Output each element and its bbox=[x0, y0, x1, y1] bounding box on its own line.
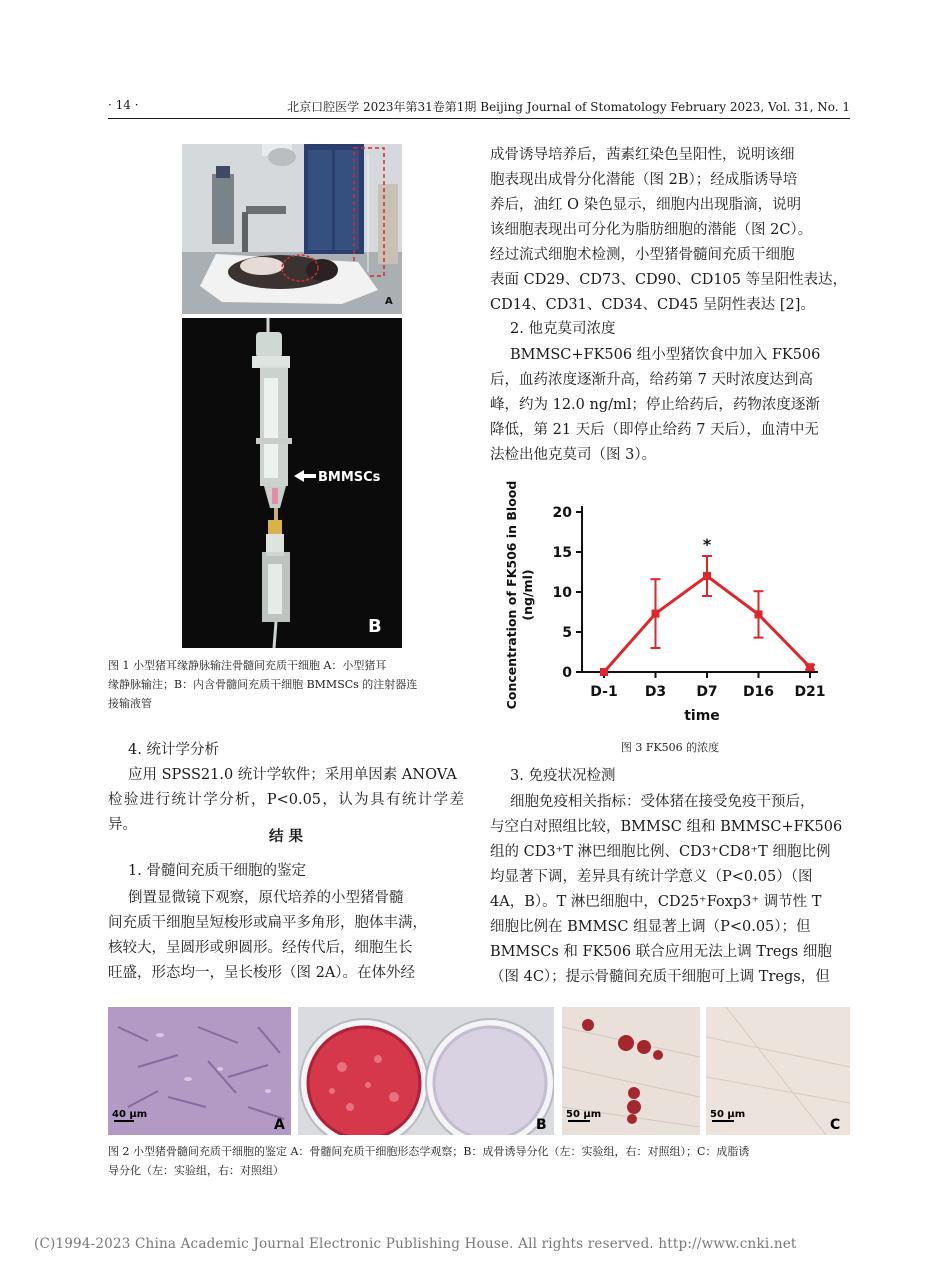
y-tick-label: 15 bbox=[552, 545, 572, 561]
figure1-panel-a bbox=[182, 144, 402, 314]
chart-marks bbox=[600, 535, 815, 676]
text-line: 核较大，呈圆形或卵圆形。经传代后，细胞生长 bbox=[108, 940, 413, 956]
text-line: （图 4C）；提示骨髓间充质干细胞可上调 Tregs，但 bbox=[490, 969, 830, 985]
alizarin-red-staining-wells bbox=[298, 1007, 554, 1135]
text-line: 4A，B）。T 淋巴细胞中，CD25⁺Foxp3⁺ 调节性 T bbox=[490, 894, 822, 910]
text-line: 旺盛，形态均一，呈长梭形（图 2A）。在体外经 bbox=[108, 965, 416, 981]
figure2-caption bbox=[108, 1142, 853, 1180]
scale-bar-c1: 50 μm bbox=[566, 1109, 602, 1120]
oil-red-o-staining-control bbox=[706, 1007, 850, 1135]
text-line: 细胞比例在 BMMSC 组显著上调（P<0.05）；但 bbox=[490, 919, 811, 935]
fk506-concentration-chart bbox=[500, 474, 830, 730]
figure1-label-a: A bbox=[385, 296, 393, 307]
text-line: BMMSCs 和 FK506 联合应用无法上调 Tregs 细胞 bbox=[490, 944, 832, 960]
x-tick-label: D-1 bbox=[590, 684, 618, 700]
data-point bbox=[806, 663, 814, 671]
sub1-heading: 1. 骨髓间充质干细胞的鉴定 bbox=[128, 863, 306, 879]
sub2-heading: 2. 他克莫司浓度 bbox=[510, 321, 616, 337]
y-tick-label: 0 bbox=[562, 665, 572, 681]
x-axis-label: time bbox=[684, 708, 720, 724]
figure1-caption-line: 缘静脉输注；B：内含骨髓间充质干细胞 BMMSCs 的注射器连 bbox=[108, 678, 418, 691]
figure2-panel-c-experimental bbox=[562, 1007, 700, 1135]
data-point bbox=[652, 610, 660, 618]
text-line: 峰，约为 12.0 ng/ml；停止给药后，药物浓度逐渐 bbox=[490, 397, 820, 413]
text-line: 胞表现出成骨分化潜能（图 2B）；经成脂诱导培 bbox=[490, 172, 798, 188]
text-line: 倒置显微镜下观察，原代培养的小型猪骨髓 bbox=[128, 890, 404, 906]
x-tick-label: D21 bbox=[794, 684, 826, 700]
text-line: 经过流式细胞术检测，小型猪骨髓间充质干细胞 bbox=[490, 247, 795, 263]
y-tick-label: 5 bbox=[562, 625, 572, 641]
results-heading: 结 果 bbox=[268, 828, 304, 845]
figure3-caption: 图 3 FK506 的浓度 bbox=[620, 741, 720, 754]
text-line: 后，血药浓度逐渐升高，给药第 7 天时浓度达到高 bbox=[490, 372, 813, 388]
data-point bbox=[600, 668, 608, 676]
copyright-footer: (C)1994-2023 China Academic Journal Electronic Publishing House. All rights reserved. http://www.cnki.net bbox=[34, 1236, 797, 1252]
cell-morphology-micrograph bbox=[108, 1007, 291, 1135]
right-para1 bbox=[490, 143, 850, 318]
figure1-photo-b bbox=[182, 318, 402, 648]
figure1-caption-line: 接输液管 bbox=[108, 697, 152, 710]
text-line: 组的 CD3⁺T 淋巴细胞比例、CD3⁺CD8⁺T 细胞比例 bbox=[490, 844, 831, 860]
figure2-panel-c-control bbox=[706, 1007, 850, 1135]
figure2-panel-a bbox=[108, 1007, 291, 1135]
text-line: 表面 CD29、CD73、CD90、CD105 等呈阳性表达， bbox=[490, 272, 848, 288]
y-tick-label: 10 bbox=[552, 585, 572, 601]
x-tick-label: D3 bbox=[644, 684, 667, 700]
data-point bbox=[703, 572, 711, 580]
journal-info: 北京口腔医学 2023年第31卷第1期 Beijing Journal of Stomatology February 2023, Vol. 31, No. 1 bbox=[287, 100, 850, 114]
figure2-label-b: B bbox=[536, 1117, 547, 1133]
sub3-paragraph bbox=[490, 790, 850, 990]
text-line: 成骨诱导培养后，茜素红染色呈阳性，说明该细 bbox=[490, 147, 795, 163]
figure2-label-a: A bbox=[274, 1117, 285, 1133]
significance-marker: * bbox=[702, 535, 712, 554]
y-axis-unit-label: (ng/ml) bbox=[520, 569, 535, 621]
chart-axes bbox=[553, 505, 826, 700]
figure1-photo-a bbox=[182, 144, 402, 314]
sub3-heading: 3. 免疫状况检测 bbox=[510, 768, 616, 784]
text-line: 法检出他克莫司（图 3）。 bbox=[490, 447, 657, 463]
text-line: CD14、CD31、CD34、CD45 呈阴性表达 [2]。 bbox=[490, 297, 815, 313]
figure2-caption-line: 图 2 小型猪骨髓间充质干细胞的鉴定 A：骨髓间充质干细胞形态学观察；B：成骨诱导分化（左：实验组，右：对照组）；C：成脂诱 bbox=[108, 1145, 750, 1158]
scale-bar-a: 40 μm bbox=[112, 1109, 148, 1120]
scale-bar-c2: 50 μm bbox=[710, 1109, 746, 1120]
text-line: 检验进行统计学分析，P<0.05，认为具有统计学差异。 bbox=[108, 792, 464, 833]
figure1-caption-line: 图 1 小型猪耳缘静脉输注骨髓间充质干细胞 A：小型猪耳 bbox=[108, 659, 387, 672]
page-number: · 14 · bbox=[108, 98, 139, 112]
figure2-panel-b bbox=[298, 1007, 554, 1135]
sub2-paragraph bbox=[490, 343, 850, 468]
text-line: 降低，第 21 天后（即停止给药 7 天后），血清中无 bbox=[490, 422, 819, 438]
text-line: 应用 SPSS21.0 统计学软件；采用单因素 ANOVA bbox=[128, 767, 457, 783]
bmmscs-arrow-label: BMMSCs bbox=[318, 470, 381, 485]
figure1-caption bbox=[108, 656, 464, 713]
text-line: 均显著下调，差异具有统计学意义（P<0.05）（图 bbox=[490, 869, 813, 885]
figure1-panel-b bbox=[182, 318, 402, 648]
figure1-label-b: B bbox=[368, 616, 382, 637]
x-tick-label: D16 bbox=[742, 684, 775, 700]
text-line: 与空白对照组比较，BMMSC 组和 BMMSC+FK506 bbox=[490, 819, 843, 835]
x-tick-label: D7 bbox=[696, 684, 718, 700]
stats-heading: 4. 统计学分析 bbox=[128, 742, 219, 758]
y-axis-label: Concentration of FK506 in Blood bbox=[504, 480, 519, 710]
text-line: 养后，油红 O 染色显示，细胞内出现脂滴，说明 bbox=[490, 197, 802, 213]
text-line: BMMSC+FK506 组小型猪饮食中加入 FK506 bbox=[510, 347, 821, 363]
y-tick-label: 20 bbox=[552, 505, 572, 521]
running-header bbox=[108, 96, 850, 119]
text-line: 间充质干细胞呈短梭形或扁平多角形，胞体丰满， bbox=[108, 915, 427, 931]
sub1-paragraph bbox=[108, 886, 464, 986]
text-line: 细胞免疫相关指标：受体猪在接受免疫干预后， bbox=[510, 794, 815, 810]
figure2-caption-line: 导分化（左：实验组，右：对照组） bbox=[108, 1164, 284, 1177]
figure2-label-c: C bbox=[830, 1117, 841, 1133]
data-point bbox=[755, 610, 763, 618]
text-line: 该细胞表现出可分化为脂肪细胞的潜能（图 2C）。 bbox=[490, 222, 813, 238]
oil-red-o-staining-experimental bbox=[562, 1007, 700, 1135]
